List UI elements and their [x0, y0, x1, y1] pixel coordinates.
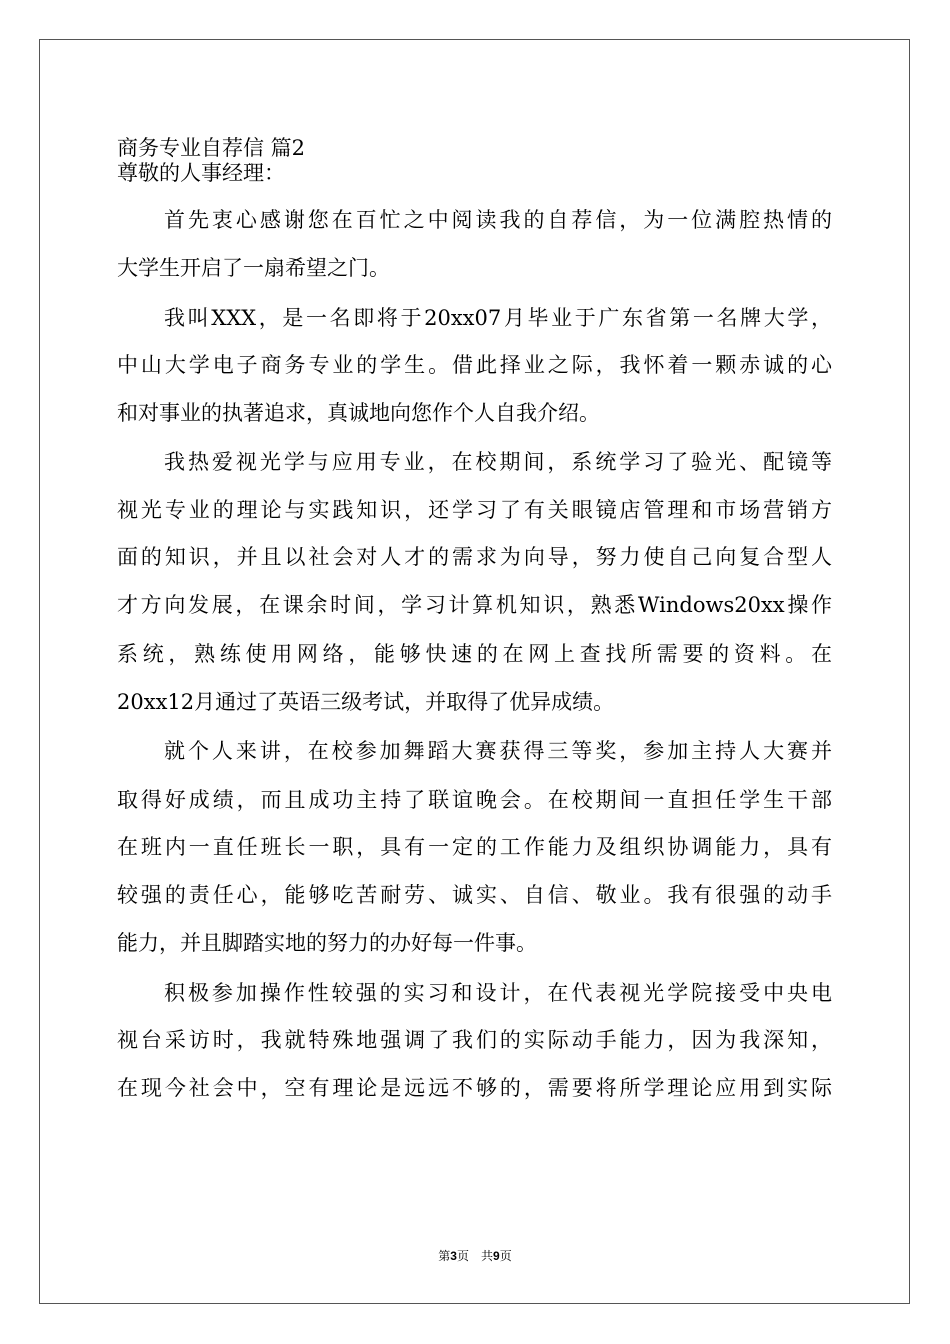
text-line: 首先衷心感谢您在百忙之中阅读我的自荐信，为一位满腔热情的 [164, 208, 832, 232]
current-page: 3 [450, 1249, 457, 1263]
text-line: 积极参加操作性较强的实习和设计，在代表视光学院接受中央电 [164, 981, 832, 1005]
text-line: 在班内一直任班长一职，具有一定的工作能力及组织协调能力，具有 [117, 835, 832, 859]
text-line: 就个人来讲，在校参加舞蹈大赛获得三等奖，参加主持人大赛并 [164, 739, 832, 763]
text-line: 和对事业的执著追求，真诚地向您作个人自我介绍。 [117, 401, 600, 425]
text-line: 取得好成绩，而且成功主持了联谊晚会。在校期间一直担任学生干部 [117, 788, 832, 812]
footer-suffix: 页 [499, 1249, 512, 1263]
text-line: 大学生开启了一扇希望之门。 [117, 256, 390, 280]
text-line: 较强的责任心，能够吃苦耐劳、诚实、自信、敬业。我有很强的动手 [117, 883, 832, 907]
text-line: 我热爱视光学与应用专业，在校期间，系统学习了验光、配镜等 [164, 450, 832, 474]
text-line: 20xx12月通过了英语三级考试，并取得了优异成绩。 [117, 690, 615, 714]
text-line: 面的知识，并且以社会对人才的需求为向导，努力使自己向复合型人 [117, 545, 832, 569]
text-line: 在现今社会中，空有理论是远远不够的，需要将所学理论应用到实际 [117, 1076, 832, 1100]
text-line: 视光专业的理论与实践知识，还学习了有关眼镜店管理和市场营销方 [117, 498, 832, 522]
document-title: 商务专业自荐信 篇2 [117, 136, 306, 160]
text-line: 才方向发展，在课余时间，学习计算机知识，熟悉Windows20xx操作 [117, 593, 832, 617]
text-line: 我叫XXX，是一名即将于20xx07月毕业于广东省第一名牌大学， [164, 306, 832, 330]
text-line: 视台采访时，我就特殊地强调了我们的实际动手能力，因为我深知， [117, 1028, 832, 1052]
footer-mid: 页 共 [456, 1249, 493, 1263]
text-line: 能力，并且脚踏实地的努力的办好每一件事。 [117, 931, 537, 955]
text-line: 中山大学电子商务专业的学生。借此择业之际，我怀着一颗赤诚的心 [117, 353, 832, 377]
greeting: 尊敬的人事经理： [117, 161, 285, 185]
text-line: 系统，熟练使用网络，能够快速的在网上查找所需要的资料。在 [117, 642, 832, 666]
footer-prefix: 第 [438, 1249, 451, 1263]
page-footer [0, 1247, 950, 1264]
total-pages: 9 [493, 1249, 500, 1263]
